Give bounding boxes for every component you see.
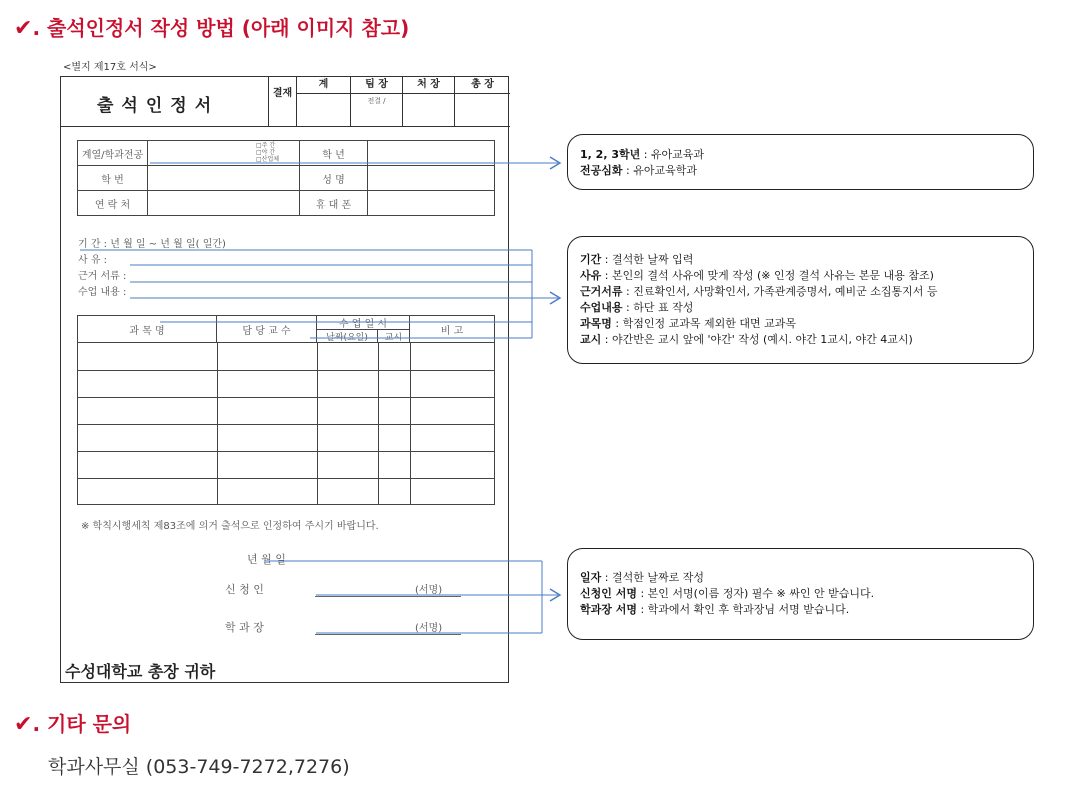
col-period: 교시 <box>378 329 410 343</box>
contact-value <box>148 191 300 216</box>
callout-desc: : 유아교육학과 <box>622 164 697 177</box>
callout-item <box>580 316 1021 332</box>
section-heading-form-guide <box>14 12 409 41</box>
callout-period-reason <box>567 236 1034 364</box>
field-content: 수업 내용 : <box>78 287 127 298</box>
callout-item <box>580 300 1021 316</box>
info-row-contact <box>78 191 494 216</box>
approval-cell-president <box>455 77 510 127</box>
col-subject: 과 목 명 <box>78 316 217 343</box>
schedule-row-line <box>78 397 494 398</box>
callout-term: 과목명 <box>580 317 612 330</box>
callout-desc: : 진료확인서, 사망확인서, 가족관계증명서, 예비군 소집통지서 등 <box>622 285 938 298</box>
callout-desc: : 학과에서 확인 후 학과장님 서명 받습니다. <box>636 603 850 616</box>
callout-term: 학과장 서명 <box>580 603 637 616</box>
student-id-label: 학 번 <box>78 166 148 190</box>
schedule-col-line <box>410 343 411 504</box>
student-id-value <box>148 166 300 190</box>
callout-item <box>580 284 1021 300</box>
section-heading-text: . 출석인정서 작성 방법 (아래 이미지 참고) <box>32 16 410 40</box>
callout-desc: : 야간반은 교시 앞에 '야간' 작성 (예시. 야간 1교시, 야간 4교시) <box>601 333 913 346</box>
schedule-row-line <box>78 424 494 425</box>
class-schedule-table <box>77 315 495 505</box>
callout-department <box>567 134 1034 190</box>
checkbox-day: □주 간 <box>256 142 276 149</box>
applicant-label: 신 청 인 <box>225 583 264 596</box>
info-row-id <box>78 166 494 191</box>
schedule-col-line <box>317 343 318 504</box>
callout-desc: : 결석한 날짜로 작성 <box>601 571 704 584</box>
schedule-col-line <box>378 343 379 504</box>
approval-cell-team-lead <box>351 77 403 127</box>
schedule-header <box>78 316 494 343</box>
callout-item <box>580 252 1021 268</box>
arrow-head-icon <box>550 589 560 601</box>
contact-label: 연 락 처 <box>78 191 148 216</box>
form-footer-addressee: 수성대학교 총장 귀하 <box>65 662 216 681</box>
schedule-col-line <box>217 343 218 504</box>
callout-term: 사유 <box>580 269 602 282</box>
callout-desc: : 결석한 날짜 입력 <box>601 253 694 266</box>
applicant-sign-line <box>315 596 461 597</box>
callout-item <box>580 602 1021 618</box>
approval-head: 계 <box>297 77 350 94</box>
col-class-time: 수 업 일 시 <box>317 316 410 329</box>
approval-row-label: 결재 <box>269 77 297 127</box>
checkbox-night: □야 간 <box>256 149 276 156</box>
grade-label: 학 년 <box>300 141 368 165</box>
name-label: 성 명 <box>300 166 368 190</box>
callout-item <box>580 570 1021 586</box>
field-docs: 근거 서류 : <box>78 271 127 282</box>
callout-term: 전공심화 <box>580 164 623 177</box>
approval-cell-director <box>403 77 455 127</box>
col-date: 날짜(요일) <box>317 329 378 343</box>
approval-sub: 전결 / <box>367 97 386 105</box>
schedule-row-line <box>78 478 494 479</box>
callout-item <box>580 163 1021 179</box>
schedule-row-line <box>78 370 494 371</box>
checkbox-industry: □산업체 <box>256 156 280 163</box>
approval-head: 팀 장 <box>351 77 402 94</box>
dept-head-sign-mark: (서명) <box>415 623 443 634</box>
shift-checkboxes <box>256 142 279 163</box>
schedule-row-line <box>78 451 494 452</box>
callout-item <box>580 332 1021 348</box>
callout-term: 근거서류 <box>580 285 623 298</box>
form-title: 출석인정서 <box>97 96 220 116</box>
field-period: 기 간 : 년 월 일 ~ 년 월 일( 일간) <box>78 239 226 250</box>
callout-term: 1, 2, 3학년 <box>580 148 641 161</box>
callout-term: 수업내용 <box>580 301 623 314</box>
section-heading-contact <box>14 708 131 737</box>
approval-head: 처 장 <box>403 77 454 94</box>
dept-value <box>148 141 300 165</box>
approval-cell-staff <box>297 77 351 127</box>
form-title-box <box>61 77 269 127</box>
section-heading-text: . 기타 문의 <box>32 712 132 736</box>
phone-label: 휴 대 폰 <box>300 191 368 216</box>
student-info-table <box>77 140 495 216</box>
col-professor: 담 당 교 수 <box>217 316 317 343</box>
callout-desc: : 유아교육과 <box>640 148 705 161</box>
checkmark-icon: ✔ <box>14 712 33 737</box>
attendance-form <box>60 76 509 683</box>
callout-item <box>580 268 1021 284</box>
applicant-sign-mark: (서명) <box>415 585 443 596</box>
arrow-head-icon <box>550 292 560 304</box>
callout-term: 일자 <box>580 571 602 584</box>
dept-label: 계열/학과전공 <box>78 141 148 165</box>
info-row-dept <box>78 141 494 166</box>
callout-desc: : 본인 서명(이름 정자) 필수 ※ 싸인 안 받습니다. <box>636 587 875 600</box>
callout-signature <box>567 548 1034 640</box>
dept-head-sign-line <box>315 634 461 635</box>
office-contact: 학과사무실 (053-749-7272,7276) <box>48 756 350 778</box>
callout-desc: : 본인의 결석 사유에 맞게 작성 (※ 인정 결석 사유는 본문 내용 참조) <box>601 269 934 282</box>
checkmark-icon: ✔ <box>14 16 33 41</box>
callout-term: 신청인 서명 <box>580 587 637 600</box>
regulation-note: ※ 학칙시행세칙 제83조에 의거 출석으로 인정하여 주시기 바랍니다. <box>81 521 379 532</box>
arrow-head-icon <box>550 157 560 169</box>
callout-item <box>580 147 1021 163</box>
callout-item <box>580 586 1021 602</box>
callout-term: 기간 <box>580 253 602 266</box>
col-remarks: 비 고 <box>440 326 464 337</box>
callout-desc: : 하단 표 작성 <box>622 301 694 314</box>
approval-head: 총 장 <box>455 77 510 94</box>
dept-head-label: 학 과 장 <box>225 621 264 634</box>
callout-desc: : 학점인정 교과목 제외한 대면 교과목 <box>611 317 796 330</box>
form-number-label: <별지 제17호 서식> <box>63 62 157 73</box>
callout-term: 교시 <box>580 333 602 346</box>
form-date-line: 년 월 일 <box>247 553 286 566</box>
field-reason: 사 유 : <box>78 255 108 266</box>
